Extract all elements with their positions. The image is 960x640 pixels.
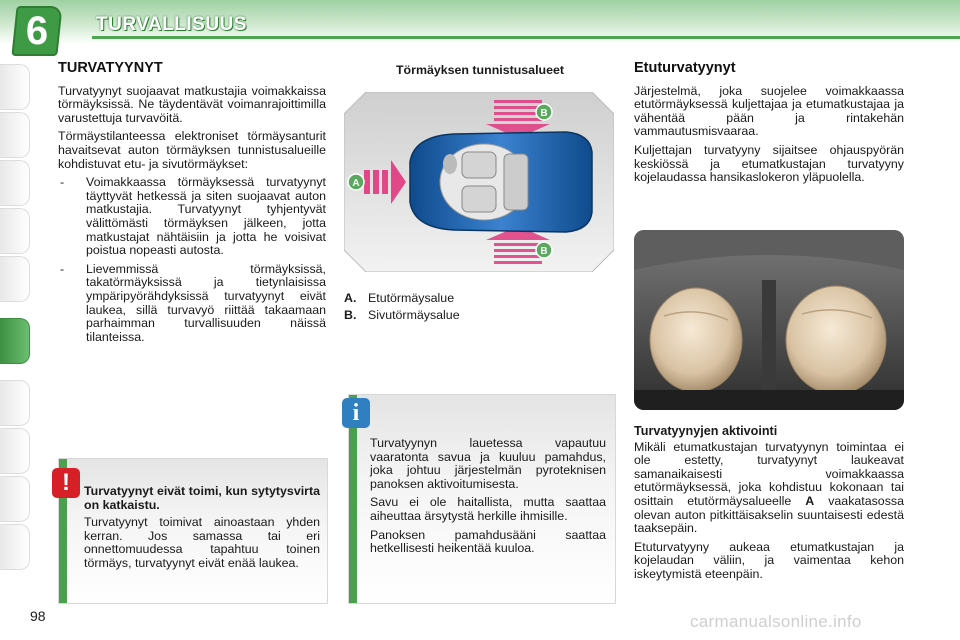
list-item: - Voimakkaassa törmäyksessä turvatyynyt täyttyvät hetkessä ja siten suojaavat auton matkustajia. Turvatyynyt tyhjentyvät välittömästi törmäyksen jälkeen, jotta matkustajat nähtäisiin ja jotta he voisivat poistua nopeasti autosta. — [58, 176, 326, 258]
header-rule — [92, 36, 960, 39]
chapter-tab-1[interactable] — [0, 64, 30, 110]
front-airbags-column — [634, 62, 904, 190]
legend-item-a — [344, 290, 460, 307]
activation-heading: Turvatyynyjen aktivointi — [634, 424, 778, 438]
chapter-tab-7[interactable] — [0, 380, 30, 426]
info-paragraph: Savu ei ole haitallista, mutta saattaa aiheuttaa ärsytystä herkille ihmisille. — [370, 495, 606, 523]
info-paragraph: Turvatyynyn lauetessa vapautuu vaaratonta savua ja kuuluu pamahdus, joka johtuu järjestelmän pyroteknisen panoksen aktivoitumisesta. — [370, 436, 606, 491]
deployment-paragraph: Etuturvatyyny aukeaa etumatkustajan ja kojelaudan väliin, ja vaimentaa kehon iskeytymistä eteenpäin. — [634, 539, 904, 581]
marker-b-bottom-label: B — [540, 246, 548, 257]
legend-key: A. — [344, 291, 357, 305]
chapter-tab-4[interactable] — [0, 208, 30, 254]
front-airbags-paragraph-2: Kuljettajan turvatyyny sijaitsee ohjauspyörän keskiössä ja etumatkustajan turvatyyny kojelaudassa hansikaslokeron yläpuolella. — [634, 142, 904, 185]
chapter-tab-9[interactable] — [0, 476, 30, 522]
list-item: - Lievemmissä törmäyksissä, takatörmäyksissä ja tietynlaisissa ympäripyörähdyksissä turvatyynyt eivät laukea, sillä turvavyö riittää takaamaan parhaimman turvallisuuden näissä tilanteissa. — [58, 263, 326, 345]
chapter-tab-5[interactable] — [0, 256, 30, 302]
activation-text: Mikäli etumatkustajan turvatyynyn toimintaa ei ole estetty, turvatyynyt laukeavat samanaikaisesti voimakkaassa etutörmäyksessä, joka kohdistuu kokonaan tai osittain etutörmäysalueelle — [634, 439, 904, 508]
chapter-tab-3[interactable] — [0, 160, 30, 206]
intro-paragraph-1: Turvatyynyt suojaavat matkustajia voimakkaissa törmäyksissä. Ne täydentävät voimanrajoittimilla varustettuja turvavöitä. — [58, 83, 326, 125]
activation-section — [634, 425, 904, 587]
watermark: carmanualsonline.info — [690, 612, 862, 631]
chapter-tab-2[interactable] — [0, 112, 30, 158]
legend-item-b — [344, 307, 460, 324]
chapter-tab-8[interactable] — [0, 428, 30, 474]
marker-b-top-label: B — [540, 108, 548, 119]
legend-text: Sivutörmäysalue — [368, 308, 460, 322]
seat-backs — [634, 390, 904, 410]
page-number: 98 — [30, 608, 46, 624]
driver-airbag — [650, 288, 742, 392]
marker-a-label: A — [352, 178, 360, 189]
seat-rear — [504, 154, 528, 210]
warning-paragraph: Turvatyynyt toimivat ainoastaan yhden kerran. Jos samassa tai eri onnettomuudessa tapahtuu toinen törmäys, turvatyynyt eivät enää laukea. — [84, 515, 320, 570]
seat-front-right — [462, 186, 496, 212]
diagram-legend — [344, 290, 460, 324]
collision-list — [58, 176, 326, 344]
intro-paragraph-2: Törmäystilanteessa elektroniset törmäysanturit havaitsevat auton törmäyksen tunnistusalueille kohdistuvat etu- ja sivutörmäykset: — [58, 129, 326, 171]
legend-text: Etutörmäysalue — [368, 291, 455, 305]
legend-key: B. — [344, 308, 357, 322]
info-paragraph: Panoksen pamahdusääni saattaa hetkellisesti heikentää kuuloa. — [370, 527, 606, 556]
section-heading-airbags: TURVATYYNYT — [58, 60, 163, 76]
passenger-airbag — [786, 286, 886, 394]
warning-note-text — [84, 485, 320, 576]
chapter-number: 6 — [25, 9, 49, 53]
steering-wheel — [443, 154, 457, 174]
info-note-text — [370, 437, 606, 561]
section-heading-front-airbags: Etuturvatyynyt — [634, 60, 736, 76]
chapter-title: TURVALLISUUS — [96, 14, 247, 35]
zone-reference: A — [805, 493, 815, 508]
info-icon: i — [342, 398, 370, 428]
chapter-tab-6-active[interactable] — [0, 318, 30, 364]
seat-front-left — [462, 152, 496, 178]
detection-zones-diagram — [344, 92, 614, 272]
warning-title: Turvatyynyt eivät toimi, kun sytytysvirta on katkaistu. — [84, 484, 320, 512]
activation-paragraph — [634, 441, 904, 536]
diagram-title: Törmäyksen tunnistusalueet — [395, 63, 564, 77]
warning-icon: ! — [52, 468, 80, 498]
front-airbags-paragraph-1: Järjestelmä, joka suojelee voimakkaassa etutörmäyksessä kuljettajaa ja etumatkustajaa ja vähentää pään ja rintakehän vammautusmisvaaraa. — [634, 83, 904, 139]
airbags-intro-column — [58, 62, 326, 349]
chapter-tab-10[interactable] — [0, 524, 30, 570]
activation-text: vaakatasossa olevan auton pitkittäisakselin suuntaisesti edestä taaksepäin. — [634, 493, 904, 536]
airbags-deployed-photo — [634, 230, 904, 410]
